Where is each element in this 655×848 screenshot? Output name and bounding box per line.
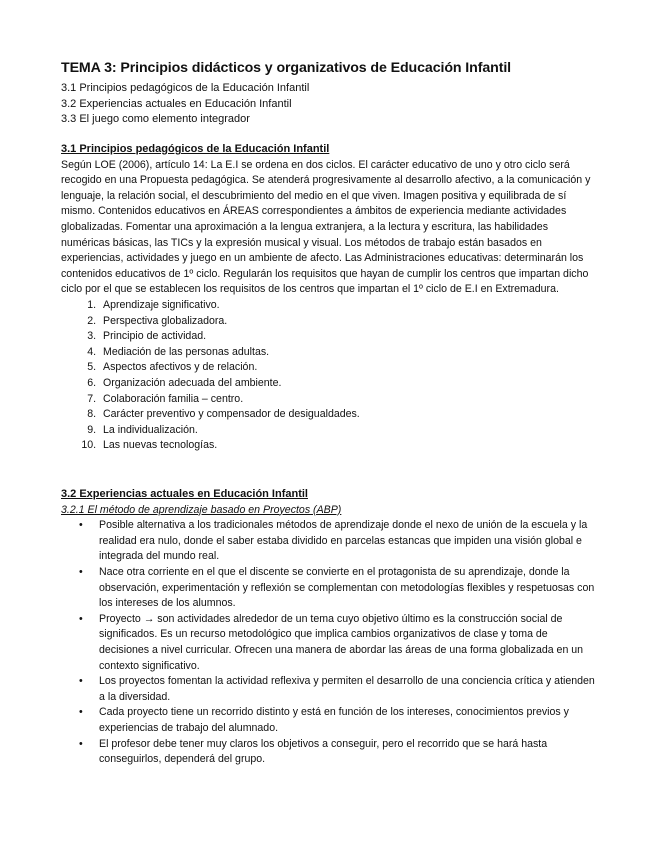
bullet-text: Nace otra corriente en el que el discente se convierte en el protagonista de su aprendizaje, donde la observación, experimentación y reflexión se complementan con metodologías flexibles y respetuosas con los intereses de los alumnos. — [99, 565, 595, 610]
toc-item: 3.3 El juego como elemento integrador — [61, 113, 250, 126]
toc-item: 3.1 Principios pedagógicos de la Educación Infantil — [61, 82, 310, 94]
bullet-icon: • — [79, 675, 83, 688]
list-item: 5. Aspectos afectivos y de relación. — [99, 360, 599, 376]
bullet-icon: • — [79, 565, 83, 578]
bullet-text: Posible alternativa a los tradicionales métodos de aprendizaje donde el nexo de unión de la escuela y la realidad era nulo, donde el saber estaba dividido en parcelas estancas que impiden una visión global e integrada del mundo real. — [99, 519, 588, 563]
list-item: 2. Perspectiva globalizadora. — [99, 314, 599, 330]
list-item: 4. Mediación de las personas adultas. — [99, 345, 599, 361]
section-heading: 3.2 Experiencias actuales en Educación Infantil — [61, 488, 308, 500]
section-heading: 3.1 Principios pedagógicos de la Educación Infantil — [61, 143, 330, 155]
list-item: 6. Organización adecuada del ambiente. — [99, 376, 599, 392]
list-item — [79, 518, 599, 565]
list-item — [79, 674, 599, 705]
principles-list — [61, 298, 599, 454]
list-item — [79, 612, 599, 674]
list-item: 1. Aprendizaje significativo. — [99, 298, 599, 314]
bullet-text: El profesor debe tener muy claros los objetivos a conseguir, pero el recorrido que se hará hasta conseguirlos, dependerá del grupo. — [99, 737, 548, 766]
toc-item: 3.2 Experiencias actuales en Educación Infantil — [61, 97, 292, 110]
bullet-text: Proyecto → son actividades alrededor de un tema cuyo objetivo último es la construcción social de significados. Es un recurso metodológico que implica cambios organizativos de clase y toma de decisiones a nivel curricular. Ofrecen una manera de abordar las áreas de una forma globalizada en un contexto significativo. — [99, 612, 584, 672]
table-of-contents — [61, 81, 309, 128]
list-item — [79, 705, 599, 736]
bullet-text: Cada proyecto tiene un recorrido distinto y está en función de los intereses, conocimientos previos y experiencias de trabajo del alumnado. — [99, 706, 569, 734]
list-item — [79, 737, 599, 768]
bullet-text: Los proyectos fomentan la actividad reflexiva y permiten el desarrollo de una conciencia crítica y atienden a la diversidad. — [99, 675, 595, 703]
bullet-icon: • — [79, 519, 83, 532]
bullet-icon: • — [79, 612, 83, 625]
list-item: 3. Principio de actividad. — [99, 329, 599, 345]
document-title: TEMA 3: Principios didácticos y organizativos de Educación Infantil — [61, 60, 512, 76]
list-item: 9. La individualización. — [99, 423, 599, 439]
list-item: 10. Las nuevas tecnologías. — [99, 438, 599, 454]
list-item — [79, 565, 599, 612]
list-item: 7. Colaboración familia – centro. — [99, 392, 599, 408]
subsection-heading: 3.2.1 El método de aprendizaje basado en Proyectos (ABP) — [61, 503, 342, 516]
bullet-icon: • — [79, 737, 83, 750]
section-paragraph: Según LOE (2006), artículo 14: La E.I se ordena en dos ciclos. El carácter educativo de uno y otro ciclo será recogido en una Propuesta pedagógica. Se atenderá progresivamente al desarrollo afectivo, a la comunicación y lenguaje, la relación social, el descubrimiento del medio en el que viven. Imagen positiva y equilibrada de sí mismo. Contenidos educativos en ÁREAS correspondientes a ámbitos de experiencia mediante actividades globalizadas. Fomentar una aproximación a la lengua extranjera, a la lectura y escritura, las habilidades numéricas básicas, las TICs y la expresión musical y visual. Los métodos de trabajo están basados en experiencias, actividades y juego en un ambiente de afecto. Las Administraciones educativas: determinarán los contenidos educativos de 1º ciclo. Regularán los requisitos que hayan de cumplir los centros que impartan dicho ciclo por el que se establecen los requisitos de los centros que impartan el 1º ciclo de E.I en Extremadura. — [61, 158, 591, 296]
abp-bullet-list — [61, 518, 599, 768]
section-experiencias — [61, 487, 599, 768]
section-principios — [61, 142, 599, 454]
list-item: 8. Carácter preventivo y compensador de desigualdades. — [99, 407, 599, 423]
bullet-icon: • — [79, 706, 83, 719]
